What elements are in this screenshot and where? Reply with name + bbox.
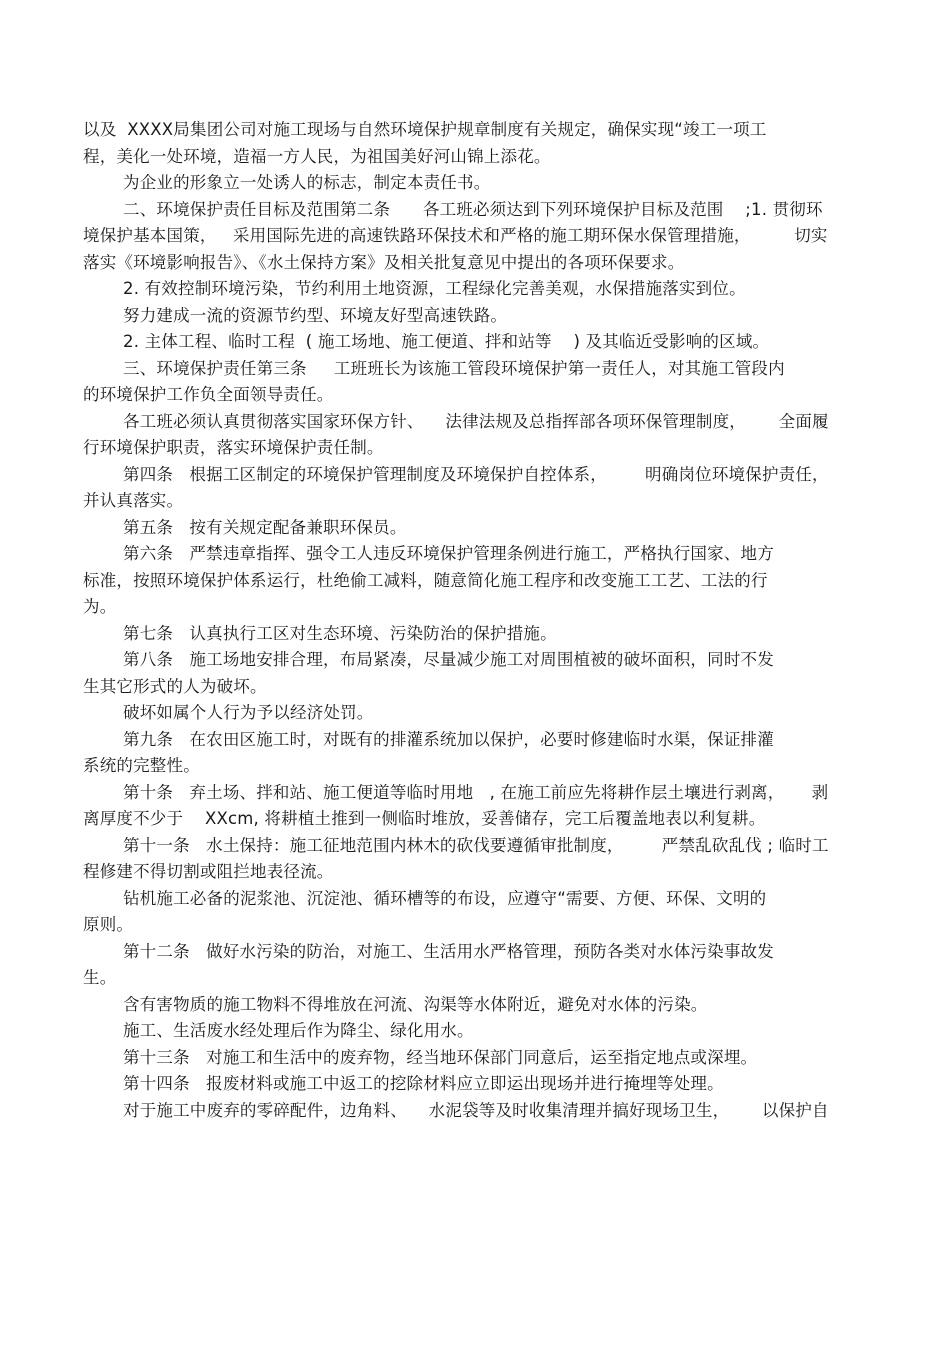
text-line: 第十四条 报废材料或施工中返工的挖除材料应立即运出现场并进行掩埋等处理。 (123, 1074, 724, 1093)
text-line: 系统的完整性。 (83, 756, 200, 775)
text-line: 第五条 按有关规定配备兼职环保员。 (123, 517, 407, 537)
text-line: 二、环境保护责任目标及范围第二条 各工班必须达到下列环境保护目标及范围 ;1. 贯彻环 (123, 199, 823, 219)
text-line: 落实《环境影响报告》、《水土保持方案》及相关批复意见中提出的各项环保要求。 (83, 252, 685, 272)
text-line: 程修建不得切割或阻拦地表径流。 (83, 862, 334, 881)
text-line: 各工班必须认真贯彻落实国家环保方针、 法律法规及总指挥部各项环保管理制度， 全面履 (123, 411, 829, 431)
text-line: 生其它形式的人为破坏。 (83, 676, 267, 696)
text-line: 程，美化一处环境，造福一方人民，为祖国美好河山锦上添花。 (83, 146, 551, 166)
text-line: 的环境保护工作负全面领导责任。 (83, 385, 334, 404)
text-line: 第七条 认真执行工区对生态环境、污染防治的保护措施。 (123, 623, 557, 643)
text-line: 离厚度不少于 XXcm, 将耕植土推到一侧临时堆放，妥善储存，完工后覆盖地表以利复耕。 (83, 809, 766, 828)
text-line: 2. 主体工程、临时工程 ( 施工场地、施工便道、拌和站等 ) 及其临近受影响的区域。 (123, 332, 770, 351)
text-line: 生。 (83, 968, 117, 987)
text-line: 为。 (83, 597, 117, 616)
text-line: 第十二条 做好水污染的防治，对施工、生活用水严格管理，预防各类对水体污染事故发 (123, 941, 774, 961)
text-line: 破坏如属个人行为予以经济处罚。 (123, 703, 374, 722)
text-line: 以及 XXXX局集团公司对施工现场与自然环境保护规章制度有关规定，确保实现“竣工一项工 (83, 120, 767, 139)
text-line: 第九条 在农田区施工时，对既有的排灌系统加以保护，必要时修建临时水渠，保证排灌 (123, 729, 774, 749)
text-line: 钻机施工必备的泥浆池、沉淀池、循环槽等的布设，应遵守“需要、方便、环保、文明的 (123, 888, 767, 908)
text-line: 第十一条 水土保持：施工征地范围内林木的砍伐要遵循审批制度， 严禁乱砍乱伐 ; 临时工 (123, 835, 829, 855)
text-line: 努力建成一流的资源节约型、环境友好型高速铁路。 (123, 305, 508, 325)
text-line: 含有害物质的施工物料不得堆放在河流、沟渠等水体附近，避免对水体的污染。 (123, 994, 708, 1014)
text-line: 第八条 施工场地安排合理，布局紧凑，尽量减少施工对周围植被的破坏面积，同时不发 (123, 650, 774, 669)
text-line: 2. 有效控制环境污染，节约利用土地资源，工程绿化完善美观，水保措施落实到位。 (123, 279, 746, 298)
text-line: 对于施工中废弃的零碎配件，边角料、 水泥袋等及时收集清理并搞好现场卫生， 以保护自 (123, 1100, 829, 1120)
text-line: 行环境保护职责，落实环境保护责任制。 (83, 438, 384, 457)
text-line: 施工、生活废水经处理后作为降尘、绿化用水。 (123, 1021, 474, 1040)
text-line: 并认真落实。 (83, 491, 184, 510)
text-line: 第十条 弃土场、拌和站、施工便道等临时用地 , 在施工前应先将耕作层土壤进行剥离， 剥 (123, 782, 829, 802)
text-line: 第六条 严禁违章指挥、强令工人违反环境保护管理条例进行施工，严格执行国家、地方 (123, 544, 774, 563)
text-line: 原则。 (83, 915, 134, 934)
text-line: 标准，按照环境保护体系运行，杜绝偷工减料，随意简化施工程序和改变施工工艺、工法的行 (83, 570, 768, 590)
text-line: 第四条 根据工区制定的环境保护管理制度及环境保护自控体系， 明确岗位环境保护责任， (123, 464, 829, 484)
text-line: 为企业的形象立一处诱人的标志，制定本责任书。 (123, 173, 491, 192)
document-body (83, 117, 868, 1124)
text-line: 三、环境保护责任第三条 工班班长为该施工管段环境保护第一责任人，对其施工管段内 (123, 358, 785, 378)
text-line: 第十三条 对施工和生活中的废弃物，经当地环保部门同意后，运至指定地点或深埋。 (123, 1047, 758, 1067)
text-line: 境保护基本国策， 采用国际先进的高速铁路环保技术和严格的施工期环保水保管理措施， 切实 (83, 226, 828, 245)
